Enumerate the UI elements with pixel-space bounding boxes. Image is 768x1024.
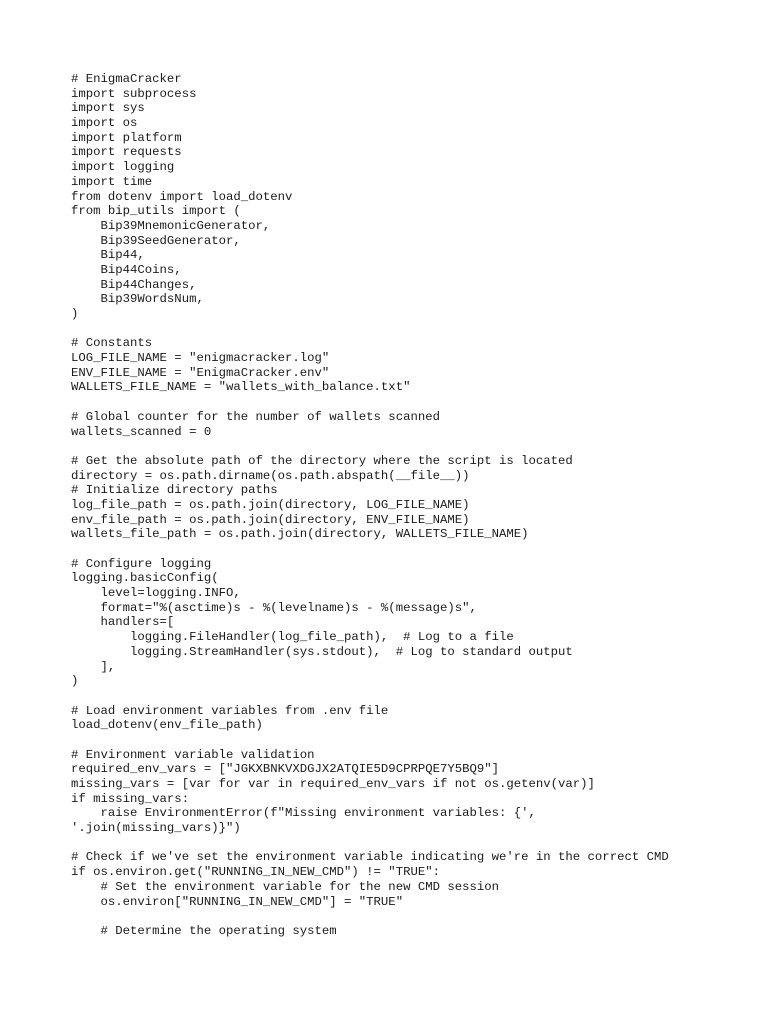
code-line: Bip39WordsNum, <box>71 292 204 307</box>
code-line: handlers=[ <box>71 615 175 630</box>
code-line: import time <box>71 174 153 189</box>
code-line: ) <box>71 674 79 689</box>
code-line: wallets_scanned = 0 <box>71 424 212 439</box>
code-line: import sys <box>71 101 145 116</box>
code-line: missing_vars = [var for var in required_env_vars if not os.getenv(var)] <box>71 777 595 791</box>
code-line: # Constants <box>71 336 153 351</box>
code-line: Bip44Changes, <box>71 277 197 292</box>
code-line: required_env_vars = ["JGKXBNKVXDGJX2ATQIE5D9CPRPQE7Y5BQ9"] <box>71 762 500 777</box>
code-line: logging.basicConfig( <box>71 571 219 586</box>
code-line: LOG_FILE_NAME = "enigmacracker.log" <box>71 351 330 366</box>
code-line: # EnigmaCracker <box>71 72 182 86</box>
code-line: from bip_utils import ( <box>71 204 241 219</box>
code-line: ], <box>71 659 116 674</box>
code-line: directory = os.path.dirname(os.path.abspath(__file__)) <box>71 468 470 483</box>
code-line: '.join(missing_vars)}") <box>71 821 241 836</box>
code-line: logging.FileHandler(log_file_path), # Log to a file <box>71 630 514 645</box>
code-line: logging.StreamHandler(sys.stdout), # Log to standard output <box>71 644 573 659</box>
code-line: load_dotenv(env_file_path) <box>71 718 263 733</box>
code-line <box>71 439 669 454</box>
code-line: Bip39SeedGenerator, <box>71 233 241 248</box>
code-line: wallets_file_path = os.path.join(directory, WALLETS_FILE_NAME) <box>71 527 529 542</box>
code-line: if os.environ.get("RUNNING_IN_NEW_CMD") != "TRUE": <box>71 865 440 880</box>
code-line: os.environ["RUNNING_IN_NEW_CMD"] = "TRUE" <box>71 894 404 909</box>
code-line: ENV_FILE_NAME = "EnigmaCracker.env" <box>71 365 330 380</box>
code-line: import platform <box>71 130 182 145</box>
code-line <box>71 836 669 851</box>
code-line: log_file_path = os.path.join(directory, LOG_FILE_NAME) <box>71 497 470 512</box>
code-line: # Initialize directory paths <box>71 483 278 498</box>
code-line: import os <box>71 116 138 131</box>
code-listing <box>71 72 669 939</box>
code-line <box>71 322 669 337</box>
code-line: format="%(asctime)s - %(levelname)s - %(message)s", <box>71 600 477 615</box>
code-line: # Get the absolute path of the directory where the script is located <box>71 453 573 468</box>
code-line <box>71 689 669 704</box>
code-line: # Determine the operating system <box>71 923 337 938</box>
code-line: # Load environment variables from .env file <box>71 703 389 718</box>
code-line: # Configure logging <box>71 556 212 571</box>
code-line <box>71 395 669 410</box>
code-line: Bip44Coins, <box>71 262 182 277</box>
code-line: Bip44, <box>71 248 145 263</box>
code-line: env_file_path = os.path.join(directory, ENV_FILE_NAME) <box>71 512 470 527</box>
code-line: level=logging.INFO, <box>71 586 241 601</box>
code-line: raise EnvironmentError(f"Missing environment variables: {', <box>71 806 536 821</box>
code-line: import logging <box>71 160 175 175</box>
code-line <box>71 733 669 748</box>
code-line: Bip39MnemonicGenerator, <box>71 218 271 233</box>
code-line: ) <box>71 307 79 321</box>
code-line: # Global counter for the number of wallets scanned <box>71 409 440 424</box>
code-line: # Set the environment variable for the new CMD session <box>71 879 500 894</box>
code-line: if missing_vars: <box>71 791 190 806</box>
code-line: from dotenv import load_dotenv <box>71 189 293 204</box>
code-line <box>71 542 669 557</box>
code-line: # Check if we've set the environment variable indicating we're in the correct CMD <box>71 850 669 865</box>
code-line: import requests <box>71 145 182 160</box>
code-line <box>71 909 669 924</box>
code-line: WALLETS_FILE_NAME = "wallets_with_balance.txt" <box>71 380 411 395</box>
code-line: # Environment variable validation <box>71 747 315 762</box>
code-line: import subprocess <box>71 86 197 101</box>
